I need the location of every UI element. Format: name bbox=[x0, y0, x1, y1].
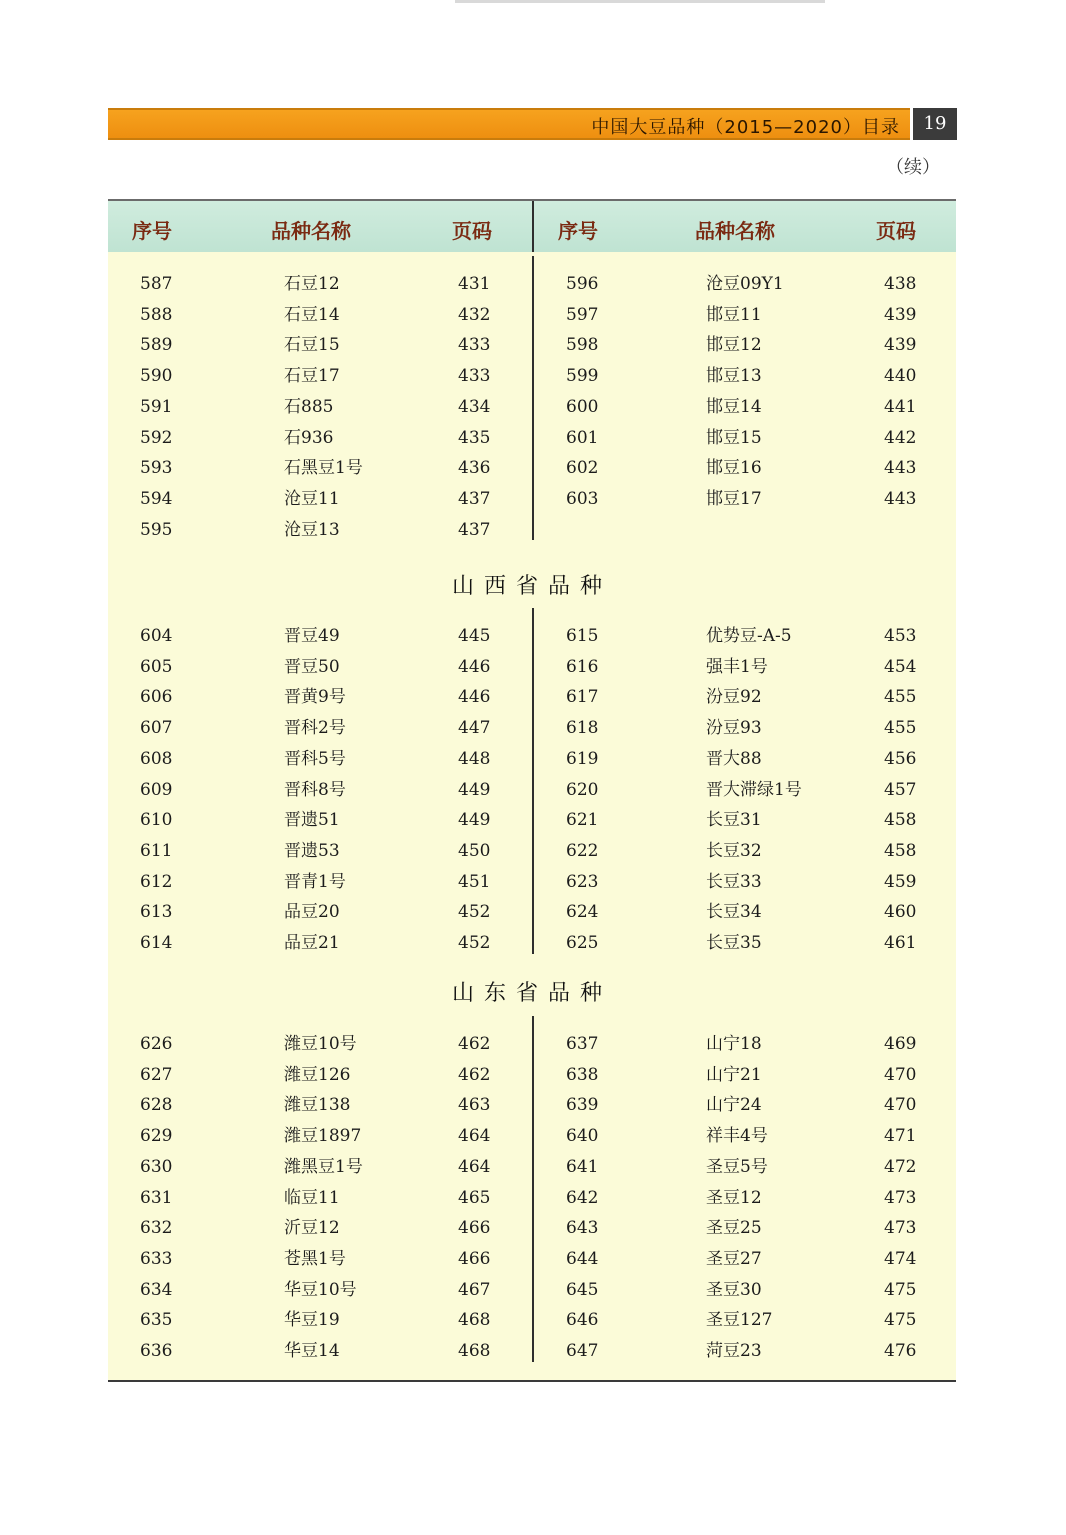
entry-page: 445 bbox=[458, 626, 491, 646]
entry-index: 600 bbox=[566, 396, 599, 417]
entry-name: 晋大滞绿1号 bbox=[706, 779, 802, 800]
entry-page: 463 bbox=[458, 1095, 491, 1116]
entry-page: 475 bbox=[884, 1279, 917, 1300]
entry-name: 强丰1号 bbox=[706, 656, 768, 677]
entry-index: 616 bbox=[566, 656, 599, 677]
section-title: 山西省品种 bbox=[451, 574, 612, 599]
entry-name: 邯豆14 bbox=[706, 396, 762, 417]
entry-page: 470 bbox=[884, 1064, 917, 1085]
entry-name: 石936 bbox=[284, 427, 334, 448]
entry-index: 634 bbox=[140, 1279, 173, 1300]
entry-name: 潍黑豆1号 bbox=[284, 1156, 363, 1177]
entry-name: 苍黑1号 bbox=[284, 1248, 346, 1269]
entry-index: 604 bbox=[140, 626, 173, 646]
col-header-index-left: 序号 bbox=[132, 219, 172, 243]
entry-index: 636 bbox=[140, 1341, 173, 1361]
entry-page: 471 bbox=[884, 1126, 917, 1147]
entry-page: 438 bbox=[884, 274, 917, 294]
entry-page: 436 bbox=[458, 458, 491, 479]
entry-index: 631 bbox=[140, 1187, 173, 1208]
entry-index: 637 bbox=[566, 1034, 599, 1054]
entry-index: 642 bbox=[566, 1187, 599, 1208]
entry-page: 473 bbox=[884, 1187, 917, 1208]
entry-index: 617 bbox=[566, 687, 599, 708]
entry-name: 晋遗51 bbox=[284, 810, 340, 831]
entry-index: 610 bbox=[140, 810, 173, 831]
col-header-page-left: 页码 bbox=[452, 219, 492, 243]
entry-index: 614 bbox=[140, 933, 173, 953]
entry-page: 443 bbox=[884, 458, 917, 479]
entry-index: 622 bbox=[566, 840, 599, 861]
index-table bbox=[108, 199, 956, 1382]
entry-name: 潍豆138 bbox=[284, 1095, 351, 1116]
entry-name: 沧豆11 bbox=[284, 488, 340, 509]
entry-page: 437 bbox=[458, 519, 491, 540]
entry-index: 601 bbox=[566, 427, 599, 448]
entry-page: 435 bbox=[458, 427, 491, 448]
entry-page: 450 bbox=[458, 840, 491, 861]
entry-page: 467 bbox=[458, 1279, 491, 1300]
entry-page: 447 bbox=[458, 718, 491, 739]
entry-name: 晋科2号 bbox=[284, 718, 346, 739]
entry-name: 邯豆17 bbox=[706, 488, 762, 509]
entry-page: 456 bbox=[884, 748, 917, 769]
entry-page: 475 bbox=[884, 1310, 917, 1331]
entry-page: 431 bbox=[458, 274, 491, 294]
entry-page: 462 bbox=[458, 1034, 491, 1054]
column-divider bbox=[532, 256, 534, 540]
entry-page: 442 bbox=[884, 427, 917, 448]
entry-page: 455 bbox=[884, 718, 917, 739]
entry-name: 长豆33 bbox=[706, 871, 762, 892]
entry-index: 592 bbox=[140, 427, 173, 448]
entry-index: 644 bbox=[566, 1248, 599, 1269]
entry-name: 潍豆10号 bbox=[284, 1034, 357, 1054]
entry-index: 602 bbox=[566, 458, 599, 479]
header-divider bbox=[532, 201, 534, 252]
entry-index: 590 bbox=[140, 366, 173, 387]
entry-index: 606 bbox=[140, 687, 173, 708]
entry-name: 圣豆27 bbox=[706, 1248, 762, 1269]
entry-name: 晋科5号 bbox=[284, 748, 346, 769]
entry-name: 邯豆15 bbox=[706, 427, 762, 448]
entry-page: 434 bbox=[458, 396, 491, 417]
continued-label: （续） bbox=[886, 157, 940, 178]
entry-index: 647 bbox=[566, 1341, 599, 1361]
entry-name: 长豆34 bbox=[706, 902, 762, 923]
entry-name: 圣豆127 bbox=[706, 1310, 773, 1331]
entry-name: 晋科8号 bbox=[284, 779, 346, 800]
entry-index: 603 bbox=[566, 488, 599, 509]
entry-index: 609 bbox=[140, 779, 173, 800]
entry-index: 624 bbox=[566, 902, 599, 923]
entry-name: 晋遗53 bbox=[284, 840, 340, 861]
entry-page: 439 bbox=[884, 304, 917, 325]
entry-page: 460 bbox=[884, 902, 917, 923]
entry-page: 433 bbox=[458, 335, 491, 356]
entry-page: 451 bbox=[458, 871, 491, 892]
entry-index: 630 bbox=[140, 1156, 173, 1177]
entry-name: 晋青1号 bbox=[284, 871, 346, 892]
entry-index: 623 bbox=[566, 871, 599, 892]
entry-index: 611 bbox=[140, 840, 173, 861]
entry-name: 汾豆92 bbox=[706, 687, 762, 708]
entry-name: 邯豆11 bbox=[706, 304, 762, 325]
entry-index: 618 bbox=[566, 718, 599, 739]
entry-name: 邯豆16 bbox=[706, 458, 762, 479]
entry-index: 588 bbox=[140, 304, 173, 325]
entry-page: 443 bbox=[884, 488, 917, 509]
entry-name: 圣豆5号 bbox=[706, 1156, 768, 1177]
entry-name: 沂豆12 bbox=[284, 1218, 340, 1239]
entry-page: 454 bbox=[884, 656, 917, 677]
entry-index: 635 bbox=[140, 1310, 173, 1331]
entry-index: 615 bbox=[566, 626, 599, 646]
entry-index: 594 bbox=[140, 488, 173, 509]
entry-page: 476 bbox=[884, 1341, 917, 1361]
entry-index: 640 bbox=[566, 1126, 599, 1147]
entry-index: 619 bbox=[566, 748, 599, 769]
entry-name: 潍豆1897 bbox=[284, 1126, 362, 1147]
entry-index: 607 bbox=[140, 718, 173, 739]
entry-page: 440 bbox=[884, 366, 917, 387]
entry-page: 446 bbox=[458, 656, 491, 677]
entry-index: 612 bbox=[140, 871, 173, 892]
column-divider bbox=[532, 608, 534, 954]
entry-index: 596 bbox=[566, 274, 599, 294]
entry-index: 595 bbox=[140, 519, 173, 540]
entry-name: 晋豆50 bbox=[284, 656, 340, 677]
entry-index: 625 bbox=[566, 933, 599, 953]
entry-page: 449 bbox=[458, 810, 491, 831]
entry-name: 石豆14 bbox=[284, 304, 340, 325]
entry-name: 石豆17 bbox=[284, 366, 340, 387]
entry-name: 潍豆126 bbox=[284, 1064, 351, 1085]
entry-page: 472 bbox=[884, 1156, 917, 1177]
entry-name: 菏豆23 bbox=[706, 1341, 762, 1361]
entry-page: 474 bbox=[884, 1248, 917, 1269]
entry-index: 605 bbox=[140, 656, 173, 677]
entry-page: 470 bbox=[884, 1095, 917, 1116]
entry-page: 441 bbox=[884, 396, 917, 417]
entry-name: 晋大88 bbox=[706, 748, 762, 769]
entry-index: 591 bbox=[140, 396, 173, 417]
entry-index: 643 bbox=[566, 1218, 599, 1239]
entry-index: 593 bbox=[140, 458, 173, 479]
entry-name: 华豆10号 bbox=[284, 1279, 357, 1300]
entry-page: 457 bbox=[884, 779, 917, 800]
entry-name: 圣豆30 bbox=[706, 1279, 762, 1300]
entry-index: 621 bbox=[566, 810, 599, 831]
entry-index: 633 bbox=[140, 1248, 173, 1269]
entry-page: 469 bbox=[884, 1034, 917, 1054]
entry-index: 646 bbox=[566, 1310, 599, 1331]
entry-page: 464 bbox=[458, 1126, 491, 1147]
entry-page: 455 bbox=[884, 687, 917, 708]
col-header-page-right: 页码 bbox=[876, 219, 916, 243]
entry-index: 645 bbox=[566, 1279, 599, 1300]
entry-page: 432 bbox=[458, 304, 491, 325]
entry-name: 品豆20 bbox=[284, 902, 340, 923]
entry-page: 452 bbox=[458, 902, 491, 923]
entry-page: 466 bbox=[458, 1248, 491, 1269]
entry-page: 453 bbox=[884, 626, 917, 646]
entry-name: 汾豆93 bbox=[706, 718, 762, 739]
entry-index: 628 bbox=[140, 1095, 173, 1116]
entry-name: 石885 bbox=[284, 396, 334, 417]
entry-name: 圣豆25 bbox=[706, 1218, 762, 1239]
entry-page: 468 bbox=[458, 1341, 491, 1361]
entry-name: 长豆35 bbox=[706, 933, 762, 953]
col-header-name-right: 品种名称 bbox=[695, 219, 775, 243]
entry-index: 608 bbox=[140, 748, 173, 769]
entry-name: 祥丰4号 bbox=[706, 1126, 768, 1147]
entry-name: 山宁21 bbox=[706, 1064, 762, 1085]
entry-name: 圣豆12 bbox=[706, 1187, 762, 1208]
entry-index: 587 bbox=[140, 274, 173, 294]
entry-name: 石黑豆1号 bbox=[284, 458, 363, 479]
entry-name: 邯豆13 bbox=[706, 366, 762, 387]
entry-name: 优势豆-A-5 bbox=[706, 626, 792, 646]
entry-page: 461 bbox=[884, 933, 917, 953]
entry-index: 597 bbox=[566, 304, 599, 325]
entry-page: 464 bbox=[458, 1156, 491, 1177]
col-header-index-right: 序号 bbox=[558, 219, 598, 243]
entry-name: 晋黄9号 bbox=[284, 687, 346, 708]
entry-page: 433 bbox=[458, 366, 491, 387]
entry-index: 629 bbox=[140, 1126, 173, 1147]
entry-index: 589 bbox=[140, 335, 173, 356]
entry-name: 华豆14 bbox=[284, 1341, 340, 1361]
entry-index: 598 bbox=[566, 335, 599, 356]
entry-name: 山宁24 bbox=[706, 1095, 762, 1116]
entry-name: 山宁18 bbox=[706, 1034, 762, 1054]
entry-index: 599 bbox=[566, 366, 599, 387]
column-divider bbox=[532, 1016, 534, 1362]
entry-index: 639 bbox=[566, 1095, 599, 1116]
entry-name: 长豆31 bbox=[706, 810, 762, 831]
entry-name: 沧豆09Y1 bbox=[706, 274, 784, 294]
entry-index: 632 bbox=[140, 1218, 173, 1239]
entry-name: 石豆15 bbox=[284, 335, 340, 356]
entry-page: 462 bbox=[458, 1064, 491, 1085]
entry-index: 638 bbox=[566, 1064, 599, 1085]
entry-page: 459 bbox=[884, 871, 917, 892]
entry-name: 晋豆49 bbox=[284, 626, 340, 646]
entry-page: 439 bbox=[884, 335, 917, 356]
entry-page: 448 bbox=[458, 748, 491, 769]
section-title: 山东省品种 bbox=[451, 981, 612, 1006]
col-header-name-left: 品种名称 bbox=[271, 219, 351, 243]
entry-name: 华豆19 bbox=[284, 1310, 340, 1331]
entry-name: 沧豆13 bbox=[284, 519, 340, 540]
entry-page: 468 bbox=[458, 1310, 491, 1331]
entry-page: 458 bbox=[884, 810, 917, 831]
header-title: 中国大豆品种（2015—2020）目录 bbox=[591, 117, 900, 138]
entry-index: 626 bbox=[140, 1034, 173, 1054]
entry-name: 石豆12 bbox=[284, 274, 340, 294]
entry-name: 品豆21 bbox=[284, 933, 340, 953]
header-band bbox=[108, 108, 910, 140]
entry-page: 437 bbox=[458, 488, 491, 509]
entry-page: 473 bbox=[884, 1218, 917, 1239]
entry-index: 620 bbox=[566, 779, 599, 800]
entry-page: 458 bbox=[884, 840, 917, 861]
entry-page: 465 bbox=[458, 1187, 491, 1208]
entry-page: 449 bbox=[458, 779, 491, 800]
entry-page: 466 bbox=[458, 1218, 491, 1239]
page-number: 19 bbox=[913, 108, 957, 140]
entry-name: 邯豆12 bbox=[706, 335, 762, 356]
entry-index: 627 bbox=[140, 1064, 173, 1085]
entry-index: 641 bbox=[566, 1156, 599, 1177]
entry-name: 临豆11 bbox=[284, 1187, 340, 1208]
entry-page: 446 bbox=[458, 687, 491, 708]
entry-index: 613 bbox=[140, 902, 173, 923]
entry-name: 长豆32 bbox=[706, 840, 762, 861]
top-edge-line bbox=[455, 0, 825, 3]
entry-page: 452 bbox=[458, 933, 491, 953]
